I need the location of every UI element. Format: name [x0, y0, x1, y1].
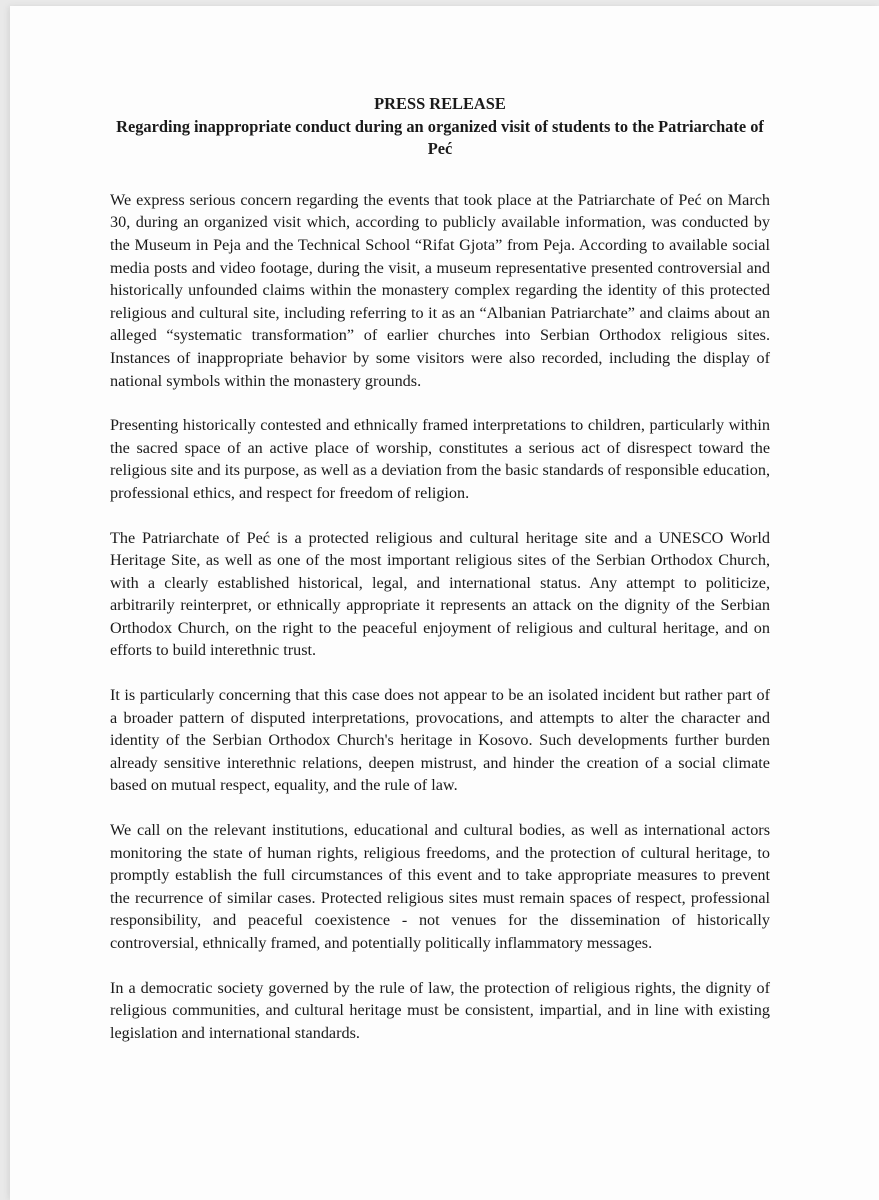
document-subtitle: Regarding inappropriate conduct during an organized visit of students to the Patriarchate of Peć	[116, 116, 764, 159]
paragraph: We call on the relevant institutions, educational and cultural bodies, as well as international actors monitoring the state of human rights, religious freedoms, and the protection of cultural heritage, to promptly establish the full circumstances of this event and to take appropriate measures to prevent the recurrence of similar cases. Protected religious sites must remain spaces of respect, professional responsibility, and peaceful coexistence - not venues for the dissemination of historically controversial, ethnically framed, and potentially politically inflammatory messages.	[110, 821, 770, 952]
paragraph: In a democratic society governed by the rule of law, the protection of religious rights, the dignity of religious communities, and cultural heritage must be consistent, impartial, and in line with existing legislation and international standards.	[110, 978, 770, 1042]
paragraph: Presenting historically contested and ethnically framed interpretations to children, particularly within the sacred space of an active place of worship, constitutes a serious act of disrespect toward the religious site and its purpose, as well as a deviation from the basic standards of responsible education, professional ethics, and respect for freedom of religion.	[110, 416, 770, 502]
document-heading	[110, 93, 770, 161]
document-title: PRESS RELEASE	[374, 94, 506, 113]
paragraph: The Patriarchate of Peć is a protected religious and cultural heritage site and a UNESCO World Heritage Site, as well as one of the most important religious sites of the Serbian Orthodox Church, with a clearly established historical, legal, and international status. Any attempt to politicize, arbitrarily reinterpret, or ethnically appropriate it represents an attack on the dignity of the Serbian Orthodox Church, on the right to the peaceful enjoyment of religious and cultural heritage, and on efforts to build interethnic trust.	[110, 528, 770, 660]
document-body	[110, 93, 770, 1066]
document-page	[10, 6, 879, 1200]
paragraph: We express serious concern regarding the events that took place at the Patriarchate of Peć on March 30, during an organized visit which, according to publicly available information, was conducted by the Museum in Peja and the Technical School “Rifat Gjota” from Peja. According to available social media posts and video footage, during the visit, a museum representative presented controversial and historically unfounded claims within the monastery complex regarding the identity of this protected religious and cultural site, including referring to it as an “Albanian Patriarchate” and claims about an alleged “systematic transformation” of earlier churches into Serbian Orthodox religious sites. Instances of inappropriate behavior by some visitors were also recorded, including the display of national symbols within the monastery grounds.	[110, 190, 770, 390]
paragraph: It is particularly concerning that this case does not appear to be an isolated incident but rather part of a broader pattern of disputed interpretations, provocations, and attempts to alter the character and identity of the Serbian Orthodox Church's heritage in Kosovo. Such developments further burden already sensitive interethnic relations, deepen mistrust, and hinder the creation of a social climate based on mutual respect, equality, and the rule of law.	[110, 686, 770, 795]
